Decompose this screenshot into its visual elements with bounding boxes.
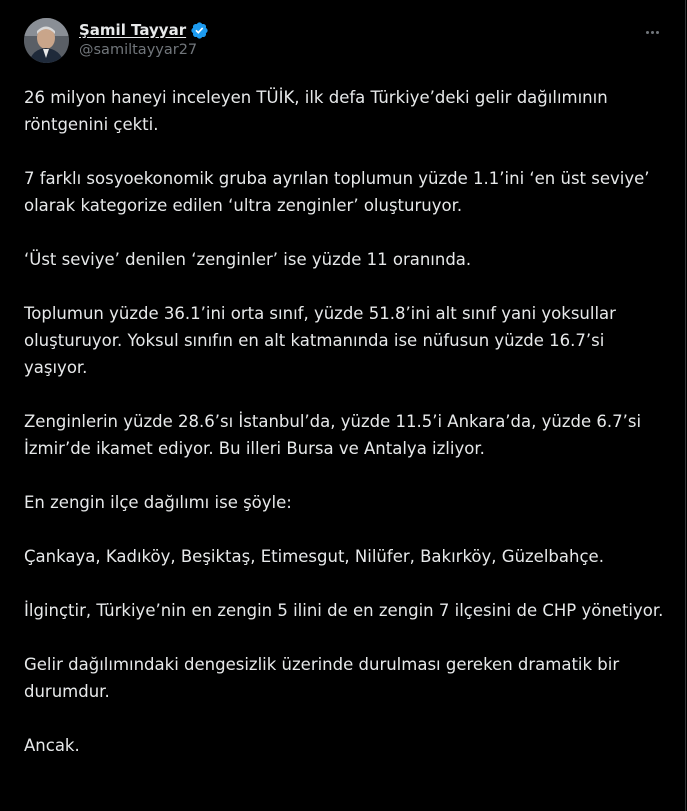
- tweet-paragraph: Zenginlerin yüzde 28.6’sı İstanbul’da, yüzde 11.5’i Ankara’da, yüzde 6.7’si İzmir’de ikamet ediyor. Bu illeri Bursa ve Antalya izliyor.: [24, 412, 642, 458]
- tweet-paragraph: Çankaya, Kadıköy, Beşiktaş, Etimesgut, Nilüfer, Bakırköy, Güzelbahçe.: [24, 547, 604, 566]
- author-name[interactable]: Şamil Tayyar: [79, 21, 187, 39]
- author-name-row: [79, 20, 209, 40]
- verified-badge-icon: [190, 21, 209, 40]
- tweet-paragraph: 7 farklı sosyoekonomik gruba ayrılan toplumun yüzde 1.1’ini ‘en üst seviye’ olarak kategorize edilen ‘ultra zenginler’ oluşturuyor.: [24, 169, 650, 215]
- tweet-header: [24, 18, 664, 66]
- tweet-paragraph: İlginçtir, Türkiye’nin en zengin 5 ilini de en zengin 7 ilçesini de CHP yönetiyor.: [24, 601, 664, 620]
- tweet-text: [24, 84, 669, 759]
- tweet-paragraph: Toplumun yüzde 36.1’ini orta sınıf, yüzde 51.8’ini alt sınıf yani yoksullar oluşturuyor. Yoksul sınıfın en alt katmanında ise nüfusun yüzde 16.7’si yaşıyor.: [24, 304, 616, 377]
- dot: [646, 31, 649, 34]
- dot: [656, 31, 659, 34]
- tweet-paragraph: En zengin ilçe dağılımı ise şöyle:: [24, 493, 292, 512]
- dot: [651, 31, 654, 34]
- tweet-paragraph: ‘Üst seviye’ denilen ‘zenginler’ ise yüzde 11 oranında.: [24, 250, 472, 269]
- tweet-paragraph: Gelir dağılımındaki dengesizlik üzerinde durulması gereken dramatik bir durumdur.: [24, 655, 620, 701]
- author-block: [79, 20, 209, 58]
- tweet-paragraph: 26 milyon haneyi inceleyen TÜİK, ilk defa Türkiye’deki gelir dağılımının röntgenini çekti.: [24, 88, 608, 134]
- more-options-icon[interactable]: [640, 20, 664, 44]
- tweet-paragraph: Ancak.: [24, 736, 80, 755]
- author-handle[interactable]: @samiltayyar27: [79, 42, 198, 58]
- avatar[interactable]: [24, 18, 69, 63]
